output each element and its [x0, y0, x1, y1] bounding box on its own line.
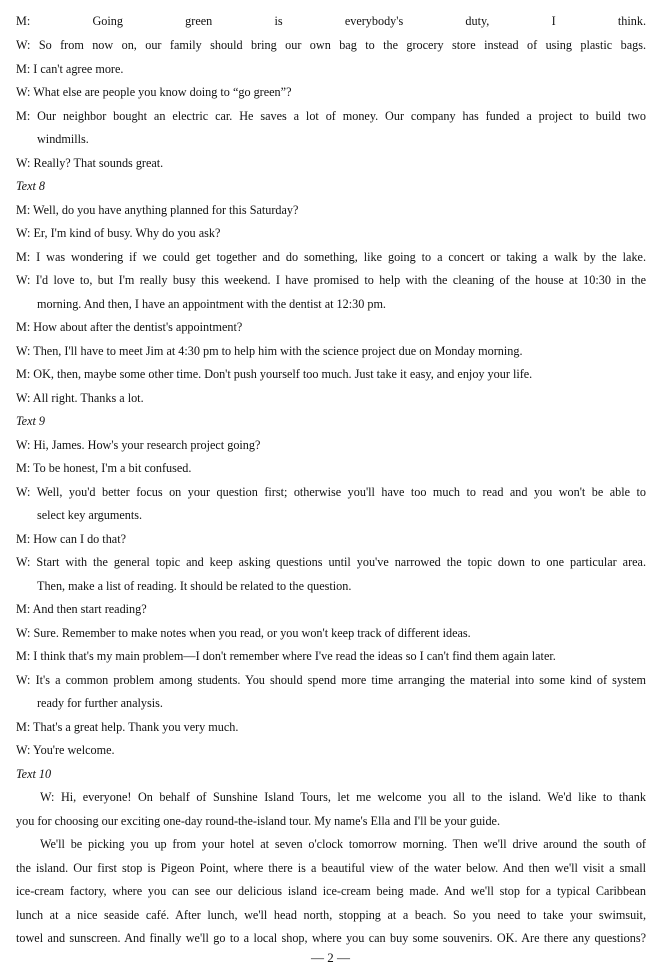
monologue-line: you for choosing our exciting one-day round-the-island tour. My name's Ella and I'll be your guide.	[16, 814, 500, 828]
dialogue-line: W: It's a common problem among students. You should spend more time arranging the material into some kind of system	[16, 673, 646, 687]
dialogue-continuation: ready for further analysis.	[37, 696, 163, 710]
dialogue-line: W: Well, you'd better focus on your question first; otherwise you'll have too much to read and you won't be able to	[16, 485, 646, 499]
section-heading: Text 9	[16, 414, 46, 428]
page-number: — 2 —	[311, 950, 350, 965]
dialogue-line: W: You're welcome.	[16, 743, 115, 757]
monologue-line: ice-cream factory, where you can see our delicious island ice-cream being made. And we'll stop for a typical Caribbean	[16, 884, 646, 898]
dialogue-line: M: And then start reading?	[16, 602, 147, 616]
monologue-line: W: Hi, everyone! On behalf of Sunshine Island Tours, let me welcome you all to the island. We'd like to thank	[40, 790, 646, 804]
dialogue-continuation: select key arguments.	[37, 508, 143, 522]
dialogue-line: M: Going green is everybody's duty, I think.	[16, 14, 646, 28]
dialogue-line: W: Sure. Remember to make notes when you read, or you won't keep track of different ideas.	[16, 626, 471, 640]
dialogue-line: M: How about after the dentist's appointment?	[16, 320, 243, 334]
dialogue-line: W: All right. Thanks a lot.	[16, 391, 144, 405]
dialogue-line: M: I think that's my main problem—I don't remember where I've read the ideas so I can't find them again later.	[16, 649, 556, 663]
dialogue-line: W: Start with the general topic and keep asking questions until you've narrowed the topic down to one particular area.	[16, 555, 646, 569]
dialogue-line: M: I can't agree more.	[16, 62, 124, 76]
dialogue-line: M: Well, do you have anything planned for this Saturday?	[16, 203, 299, 217]
dialogue-line: W: What else are people you know doing to “go green”?	[16, 85, 292, 99]
dialogue-continuation: morning. And then, I have an appointment with the dentist at 12:30 pm.	[37, 297, 386, 311]
dialogue-line: W: So from now on, our family should bring our own bag to the grocery store instead of using plastic bags.	[16, 38, 646, 52]
section-heading: Text 8	[16, 179, 46, 193]
monologue-line: lunch at a nice seaside café. After lunch, we'll head north, stopping at a beach. So you need to take your swimsuit,	[16, 908, 646, 922]
dialogue-line: M: Our neighbor bought an electric car. He saves a lot of money. Our company has funded a project to build two	[16, 109, 646, 123]
monologue-line: We'll be picking you up from your hotel at seven o'clock tomorrow morning. Then we'll drive around the south of	[40, 837, 646, 851]
dialogue-line: M: OK, then, maybe some other time. Don't push yourself too much. Just take it easy, and enjoy your life.	[16, 367, 533, 381]
dialogue-line: M: I was wondering if we could get together and do something, like going to a concert or taking a walk by the lake.	[16, 250, 646, 264]
dialogue-continuation: Then, make a list of reading. It should be related to the question.	[37, 579, 352, 593]
monologue-line: the island. Our first stop is Pigeon Point, where there is a beautiful view of the water below. And then we'll visit a small	[16, 861, 646, 875]
dialogue-line: W: I'd love to, but I'm really busy this weekend. I have promised to help with the cleaning of the house at 10:30 in the	[16, 273, 646, 287]
dialogue-line: M: To be honest, I'm a bit confused.	[16, 461, 192, 475]
dialogue-continuation: windmills.	[37, 132, 89, 146]
dialogue-line: W: Then, I'll have to meet Jim at 4:30 pm to help him with the science project due on Monday morning.	[16, 344, 523, 358]
dialogue-line: M: That's a great help. Thank you very much.	[16, 720, 239, 734]
monologue-line: towel and sunscreen. And finally we'll go to a local shop, where you can buy some souvenirs. OK. Are there any questions?	[16, 931, 646, 945]
section-heading: Text 10	[16, 767, 52, 781]
dialogue-line: W: Really? That sounds great.	[16, 156, 164, 170]
dialogue-line: M: How can I do that?	[16, 532, 126, 546]
dialogue-line: W: Er, I'm kind of busy. Why do you ask?	[16, 226, 221, 240]
dialogue-line: W: Hi, James. How's your research project going?	[16, 438, 261, 452]
